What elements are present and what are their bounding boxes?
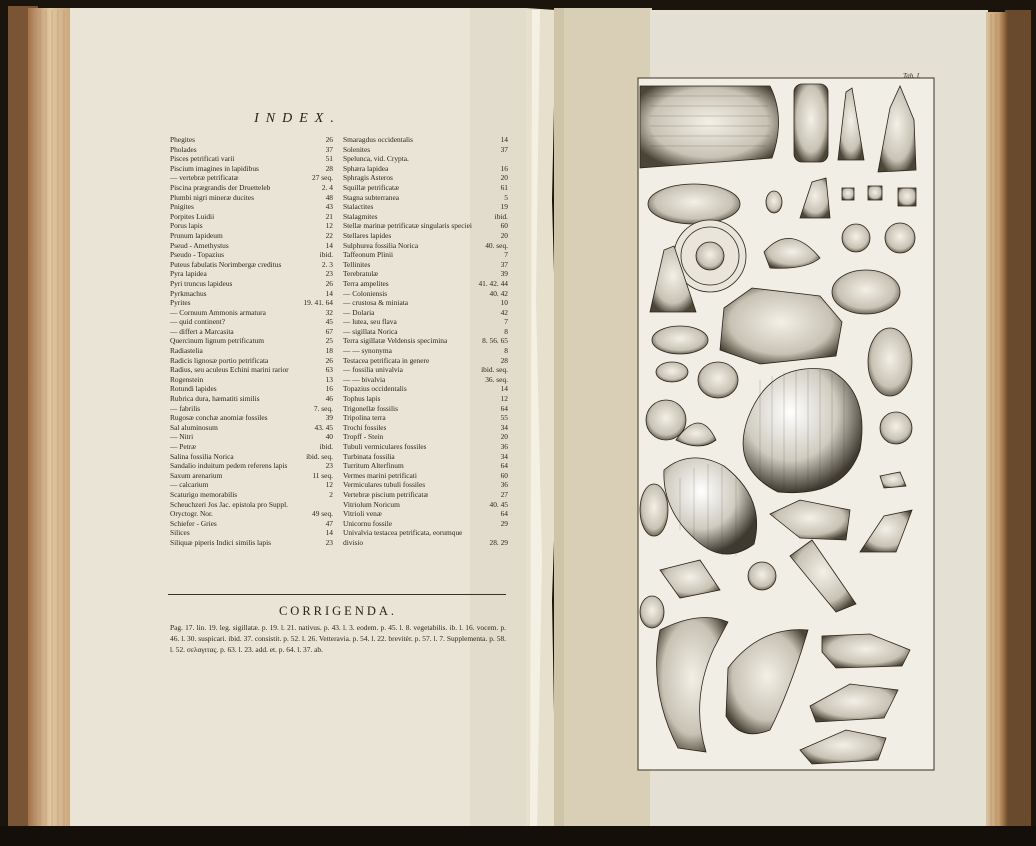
index-entry: [343, 327, 508, 337]
index-entry: [170, 221, 333, 231]
index-term: Phegites: [170, 135, 196, 144]
index-entry: [170, 317, 333, 327]
index-entry: [343, 336, 508, 346]
index-term: Porus lapis: [170, 221, 203, 231]
index-entry: [343, 202, 508, 212]
index-page-ref: 27 seq.: [312, 173, 333, 183]
index-page-ref: ibid. seq.: [481, 365, 508, 375]
index-term: Stagna subterranea: [343, 192, 400, 202]
index-entry: [343, 317, 508, 327]
index-entry: [343, 279, 508, 289]
index-term: Squillæ petrificatæ: [343, 182, 400, 192]
index-term: Trochi fossiles: [343, 422, 387, 432]
index-entry: [170, 279, 333, 289]
index-entry: [170, 432, 333, 442]
index-page-ref: 43. 45: [314, 422, 333, 432]
index-page-ref: 34: [500, 451, 508, 461]
index-term: Rogenstein: [170, 374, 204, 384]
index-page-ref: 28: [325, 163, 333, 173]
index-entry: [170, 327, 333, 337]
index-term: — differt a Marcasita: [170, 326, 234, 336]
index-entry: [170, 193, 333, 203]
index-entry: [170, 202, 333, 212]
index-page-ref: 12: [500, 394, 508, 404]
index-term: — crustosa & miniata: [343, 298, 409, 308]
index-entry: [170, 375, 333, 385]
index-page-ref: 34: [500, 422, 508, 432]
index-entry: [343, 432, 508, 442]
index-page-ref: 8: [504, 346, 508, 356]
index-entry: [170, 394, 333, 404]
index-term: Oryctogr. Nor.: [170, 509, 213, 519]
index-entry: [170, 500, 333, 510]
index-page-ref: ibid.: [319, 442, 333, 451]
index-page-ref: 45: [325, 317, 333, 327]
index-entry: [343, 500, 508, 510]
index-term: Terra ampelites: [343, 278, 389, 288]
index-term: — fossilia univalvia: [343, 365, 403, 375]
index-term: Vermes marini petrificati: [343, 470, 417, 480]
index-entry: [343, 289, 508, 299]
index-page-ref: 40. seq.: [485, 240, 508, 250]
index-term: Piscium imagines in lapidibus: [170, 163, 259, 173]
index-page-ref: 37: [500, 144, 508, 154]
index-entry: [343, 509, 508, 519]
index-term: Pseud - Amethystus: [170, 240, 229, 250]
index-entry: [170, 250, 333, 260]
index-page: [70, 8, 525, 828]
index-page-ref: 23: [325, 537, 333, 547]
index-term: Rubrica dura, hæmatiti similis: [170, 394, 260, 404]
index-entry: [343, 269, 508, 279]
index-entry: [170, 145, 333, 155]
index-page-ref: 20: [500, 230, 508, 240]
index-page-ref: 14: [325, 288, 333, 298]
index-page-ref: 29: [500, 518, 508, 528]
index-term: Sal aluminosum: [170, 422, 218, 432]
index-entry: [170, 452, 333, 462]
index-term: — — synonyma: [343, 346, 392, 356]
index-entry: [170, 404, 333, 414]
index-entry: [170, 154, 333, 164]
index-term: Terebratulæ: [343, 269, 379, 279]
index-page-ref: 26: [325, 355, 333, 365]
index-term: Tubuli vermiculares fossiles: [343, 442, 427, 451]
index-entry: [343, 375, 508, 385]
index-term: Smaragdus occidentalis: [343, 135, 413, 144]
index-page-ref: 8: [504, 326, 508, 336]
index-term: Topazius occidentalis: [343, 384, 407, 394]
index-term: Stellæ marinæ petrificatæ singularis speciei: [343, 221, 472, 231]
index-page-ref: 36: [500, 480, 508, 490]
index-entry: [343, 413, 508, 423]
index-entry: [343, 442, 508, 452]
index-term: Pyrkmachus: [170, 288, 207, 298]
index-entry: [343, 490, 508, 500]
left-page-edges: [28, 8, 72, 830]
index-entry: [343, 384, 508, 394]
index-term: Puteus fabulatis Norimbergæ creditus: [170, 259, 282, 269]
index-entry: [343, 308, 508, 318]
index-entry: [343, 365, 508, 375]
index-entry: [170, 231, 333, 241]
index-term: — lutea, seu flava: [343, 317, 397, 327]
corrigenda-title: CORRIGENDA.: [278, 604, 398, 618]
index-term: Stalagmites: [343, 211, 378, 221]
index-term: Stalactites: [343, 202, 374, 212]
index-page-ref: 60: [500, 221, 508, 231]
index-entry: [343, 528, 508, 538]
index-page-ref: 16: [325, 384, 333, 394]
index-page-ref: 36. seq.: [485, 374, 508, 384]
index-page-ref: 12: [325, 480, 333, 490]
index-page-ref: 7: [504, 250, 508, 260]
index-entry: [343, 452, 508, 462]
index-page-ref: ibid.: [319, 250, 333, 260]
index-entry: [343, 538, 508, 548]
index-term: Silices: [170, 528, 190, 538]
index-term: Vertebræ piscium petrificatæ: [343, 489, 429, 499]
index-page-ref: ibid.: [494, 211, 508, 221]
index-page-ref: ibid. seq.: [306, 451, 333, 461]
index-term: Radicis lignosæ portio petrificata: [170, 355, 269, 365]
index-term: Piscina prægrandis der Druetteleb: [170, 182, 271, 192]
index-term: Sphragis Asteros: [343, 173, 393, 183]
index-entry: [170, 356, 333, 366]
index-entry: [170, 336, 333, 346]
index-page-ref: 64: [500, 461, 508, 471]
index-entry: [170, 289, 333, 299]
index-entry: [170, 384, 333, 394]
index-entry: [170, 509, 333, 519]
index-page-ref: 46: [325, 394, 333, 404]
index-entry: [170, 490, 333, 500]
index-page-ref: 36: [500, 442, 508, 451]
index-term: Testacea petrificata in genere: [343, 355, 430, 365]
index-term: Pisces petrificati varii: [170, 154, 235, 164]
index-page-ref: 21: [325, 211, 333, 221]
index-term: Vermiculares tubuli fossiles: [343, 480, 426, 490]
index-entry: [170, 269, 333, 279]
index-page-ref: 48: [325, 192, 333, 202]
index-entry: [343, 394, 508, 404]
index-term: — vertebræ petrificatæ: [170, 173, 239, 183]
index-page-ref: 63: [325, 365, 333, 375]
index-entry: [343, 231, 508, 241]
index-page-ref: 37: [325, 144, 333, 154]
right-page-edges: [986, 12, 1008, 828]
index-entry: [170, 260, 333, 270]
index-term: Salina fossilia Norica: [170, 451, 234, 461]
index-entry: [170, 461, 333, 471]
index-page-ref: 42: [500, 307, 508, 317]
index-page-ref: 41. 42. 44: [478, 278, 508, 288]
index-entry: [343, 250, 508, 260]
index-term: Tellinites: [343, 259, 371, 269]
index-term: — — bivalvia: [343, 374, 386, 384]
index-term: Vitriolum Noricum: [343, 499, 400, 509]
index-term: Rugosæ conchæ anomiæ fossiles: [170, 413, 268, 423]
index-page-ref: 11 seq.: [312, 470, 333, 480]
index-page-ref: 55: [500, 413, 508, 423]
index-entry: [170, 365, 333, 375]
index-term: Pyri truncus lapideus: [170, 278, 233, 288]
index-page-ref: 25: [325, 336, 333, 346]
index-page-ref: 64: [500, 509, 508, 519]
index-page-ref: 43: [325, 202, 333, 212]
index-entry: [170, 164, 333, 174]
index-term: Tophus lapis: [343, 394, 381, 404]
index-entry: [343, 356, 508, 366]
index-page-ref: 14: [325, 240, 333, 250]
index-term: Plumbi nigri mineræ ducites: [170, 192, 254, 202]
index-term: Solenites: [343, 144, 371, 154]
index-page-ref: 14: [500, 135, 508, 144]
index-entry: [170, 471, 333, 481]
index-entry: [343, 480, 508, 490]
index-page-ref: 37: [500, 259, 508, 269]
index-term: Rotundi lapides: [170, 384, 217, 394]
index-term: Siliquæ piperis Indici similis lapis: [170, 537, 272, 547]
index-page-ref: 27: [500, 489, 508, 499]
index-page-ref: 20: [500, 432, 508, 442]
index-page-ref: 7. seq.: [313, 403, 333, 413]
index-term: Scaturigo memorabilis: [170, 489, 238, 499]
index-term: — Dolaria: [343, 307, 375, 317]
index-entry: [343, 241, 508, 251]
index-term: Terra sigillatæ Veldensis specimina: [343, 336, 448, 346]
plate-label: Tab. I.: [903, 72, 921, 80]
index-entry: [343, 135, 508, 145]
index-entry: [170, 135, 333, 145]
corrigenda-text: Pag. 17. lin. 19. leg. sigillatæ. p. 19. l. 21. nativus. p. 43. l. 3. eodem. p. 45. l. 8. vegetabilis. ib. l. 16. vocem. p. 46. l. 30. suspicari. ibid. 37. consistit. p. 52. l. 26. Vetteravia. p. 54. l. 22. brevitèr. p. 57. l. 7. Supplementa. p. 58. l. 52. σελαγιτας. p. 63. l. 23. add. et. p. 64. l. 37. ab.: [170, 623, 506, 654]
index-entry: [170, 308, 333, 318]
index-entry: [343, 461, 508, 471]
index-term: Tropff - Stein: [343, 432, 384, 442]
index-page-ref: 18: [325, 346, 333, 356]
index-page-ref: 23: [325, 461, 333, 471]
index-term: Porpites Luidii: [170, 211, 215, 221]
index-term: Quercinum lignum petrificatum: [170, 336, 264, 346]
index-entry: [343, 260, 508, 270]
index-term: — sigillata Norica: [343, 326, 398, 336]
index-term: Univalvia testacea petrificata, eorumque: [343, 528, 463, 538]
index-term: Radius, seu aculeus Echini marini rarior: [170, 365, 289, 375]
index-term: Schiefer - Gries: [170, 518, 217, 528]
index-page-ref: 39: [500, 269, 508, 279]
index-entry: [170, 480, 333, 490]
index-term: — fabrilis: [170, 403, 201, 413]
index-entry: [170, 212, 333, 222]
index-term: Sphæra lapidea: [343, 163, 389, 173]
index-entry: [343, 173, 508, 183]
index-term: Prunum lapideum: [170, 230, 223, 240]
index-entry: [343, 183, 508, 193]
index-entry: [343, 154, 508, 164]
index-page-ref: 14: [325, 528, 333, 538]
index-page-ref: 61: [500, 182, 508, 192]
index-entry: [170, 346, 333, 356]
index-page-ref: 40: [325, 432, 333, 442]
index-entry: [343, 164, 508, 174]
index-term: Spelunca, vid. Crypta.: [343, 154, 409, 164]
index-term: Radiastelia: [170, 346, 203, 356]
index-term: — quid continent?: [170, 317, 226, 327]
index-entry: [343, 193, 508, 203]
index-term: Pnigites: [170, 202, 194, 212]
index-page-ref: 22: [325, 230, 333, 240]
index-page-ref: 20: [500, 173, 508, 183]
index-entry: [170, 423, 333, 433]
index-page-ref: 32: [325, 307, 333, 317]
index-entry: [343, 212, 508, 222]
index-term: Pyra lapidea: [170, 269, 207, 279]
index-term: Turritum Alterfinum: [343, 461, 404, 471]
index-page-ref: 2. 3: [321, 259, 333, 269]
index-entry: [170, 183, 333, 193]
index-title: INDEX.: [254, 111, 341, 126]
index-term: Trigonellæ fossilis: [343, 403, 398, 413]
index-entry: [170, 241, 333, 251]
index-page-ref: 10: [500, 298, 508, 308]
index-term: Pyrites: [170, 298, 191, 308]
index-page-ref: 16: [500, 163, 508, 173]
index-entry: [170, 528, 333, 538]
index-page-ref: 67: [325, 326, 333, 336]
index-term: Turbinata fossilia: [343, 451, 395, 461]
index-page-ref: 40. 42: [489, 288, 508, 298]
index-entry: [343, 221, 508, 231]
index-term: — calcarium: [170, 480, 209, 490]
index-entry: [170, 173, 333, 183]
index-page-ref: 49 seq.: [312, 509, 333, 519]
index-page-ref: 39: [325, 413, 333, 423]
index-page-ref: 8. 56. 65: [482, 336, 508, 346]
index-term: divisio: [343, 537, 364, 547]
index-page-ref: 2: [329, 489, 333, 499]
index-entry: [170, 298, 333, 308]
index-term: Pholades: [170, 144, 197, 154]
index-page-ref: 14: [500, 384, 508, 394]
index-page-ref: 7: [504, 317, 508, 327]
index-term: Saxum arenarium: [170, 470, 223, 480]
index-term: — Cornuum Ammonis armatura: [170, 307, 266, 317]
index-page-ref: 40. 45: [489, 499, 508, 509]
index-entry: [343, 404, 508, 414]
index-term: — Petræ: [170, 442, 197, 451]
index-page-ref: 47: [325, 518, 333, 528]
index-term: Sulphurea fossilia Norica: [343, 240, 419, 250]
index-entry: [170, 442, 333, 452]
index-entry: [343, 346, 508, 356]
index-term: Unicornu fossile: [343, 518, 393, 528]
index-page-ref: 64: [500, 403, 508, 413]
index-entry: [343, 519, 508, 529]
index-page-ref: 12: [325, 221, 333, 231]
index-term: Tripolina terra: [343, 413, 386, 423]
index-entry: [170, 519, 333, 529]
index-column-right: [343, 135, 508, 548]
index-term: — Coloniensis: [343, 288, 388, 298]
index-page-ref: 13: [325, 374, 333, 384]
index-term: Vitrioli venæ: [343, 509, 382, 519]
guard-page: [554, 8, 652, 828]
index-page-ref: 28: [500, 355, 508, 365]
index-term: Sandalio induitum pedem referens lapis: [170, 461, 288, 471]
index-term: Stellares lapides: [343, 230, 392, 240]
right-cover: [1005, 10, 1031, 832]
index-entry: [170, 538, 333, 548]
index-term: — Nitri: [170, 432, 194, 442]
index-page-ref: 60: [500, 470, 508, 480]
index-entry: [343, 471, 508, 481]
index-entry: [343, 423, 508, 433]
index-page-ref: 51: [325, 154, 333, 164]
index-page-ref: 5: [504, 192, 508, 202]
index-term: Taffeonum Plinii: [343, 250, 394, 260]
index-page-ref: 26: [325, 135, 333, 144]
index-entry: [343, 298, 508, 308]
index-page-ref: 2. 4: [321, 182, 333, 192]
section-divider: [168, 594, 506, 595]
index-page-ref: 28. 29: [489, 537, 508, 547]
index-entry: [170, 413, 333, 423]
index-entry: [343, 145, 508, 155]
index-page-ref: 26: [325, 278, 333, 288]
index-column-left: [170, 135, 333, 548]
index-term: Scheuchzeri Jos Jac. epistola pro Suppl.: [170, 499, 289, 509]
index-page-ref: 19: [500, 202, 508, 212]
index-page-ref: 23: [325, 269, 333, 279]
index-term: Pseudo - Topazius: [170, 250, 224, 260]
index-page-ref: 19. 41. 64: [303, 298, 333, 308]
